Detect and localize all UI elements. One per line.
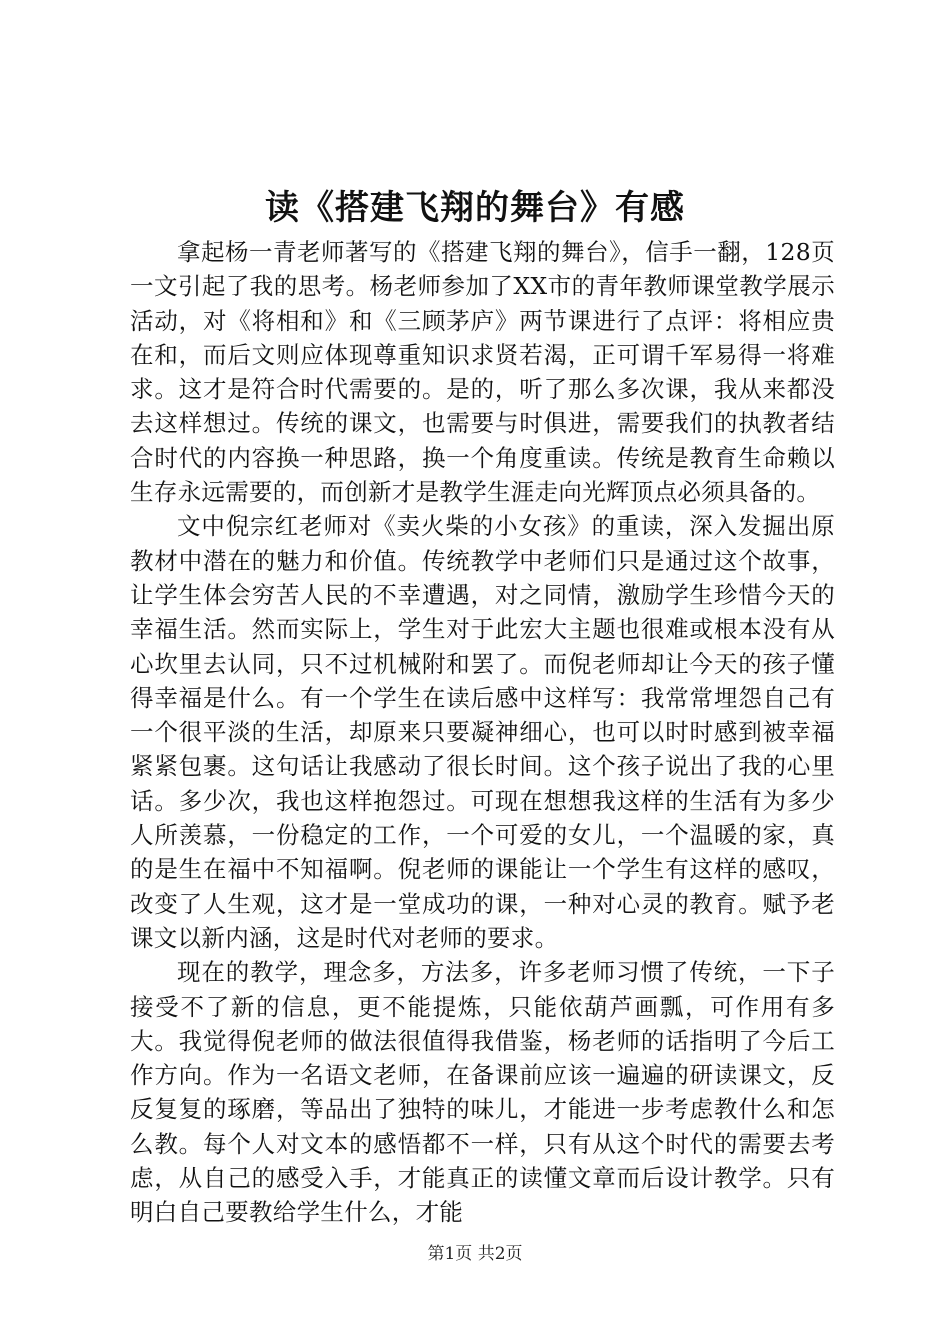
document-title: 读《搭建飞翔的舞台》有感 (265, 188, 685, 228)
document-body (130, 235, 835, 1230)
paragraph-2: 文中倪宗红老师对《卖火柴的小女孩》的重读，深入发掘出原教材中潜在的魅力和价值。传统教学中老师们只是通过这个故事，让学生体会穷苦人民的不幸遭遇，对之同情，激励学生珍惜今天的幸福生活。然而实际上，学生对于此宏大主题也很难或根本没有从心坎里去认同，只不过机械附和罢了。而倪老师却让今天的孩子懂得幸福是什么。有一个学生在读后感中这样写：我常常埋怨自己有一个很平淡的生活，却原来只要凝神细心，也可以时时感到被幸福紧紧包裹。这句话让我感动了很长时间。这个孩子说出了我的心里话。多少次，我也这样抱怨过。可现在想想我这样的生活有为多少人所羡慕，一份稳定的工作，一个可爱的女儿，一个温暖的家，真的是生在福中不知福啊。倪老师的课能让一个学生有这样的感叹，改变了人生观，这才是一堂成功的课，一种对心灵的教育。赋予老课文以新内涵，这是时代对老师的要求。 (130, 512, 835, 952)
paragraph-1: 拿起杨一青老师著写的《搭建飞翔的舞台》，信手一翻，128页一文引起了我的思考。杨老师参加了XX市的青年教师课堂教学展示活动，对《将相和》和《三顾茅庐》两节课进行了点评：将相应贵在和，而后文则应体现尊重知识求贤若渴，正可谓千军易得一将难求。这才是符合时代需要的。是的，听了那么多次课，我从来都没去这样想过。传统的课文，也需要与时俱进，需要我们的执教者结合时代的内容换一种思路，换一个角度重读。传统是教育生命赖以生存永远需要的，而创新才是教学生涯走向光辉顶点必须具备的。 (130, 238, 835, 507)
paragraph-3: 现在的教学，理念多，方法多，许多老师习惯了传统，一下子接受不了新的信息，更不能提炼，只能依葫芦画瓢，可作用有多大。我觉得倪老师的做法很值得我借鉴，杨老师的话指明了今后工作方向。作为一名语文老师，在备课前应该一遍遍的研读课文，反反复复的琢磨，等品出了独特的味儿，才能进一步考虑教什么和怎么教。每个人对文本的感悟都不一样，只有从这个时代的需要去考虑，从自己的感受入手，才能真正的读懂文章而后设计教学。只有明白自己要教给学生什么，才能 (130, 958, 835, 1227)
page-number-footer: 第1页 共2页 (427, 1244, 523, 1264)
